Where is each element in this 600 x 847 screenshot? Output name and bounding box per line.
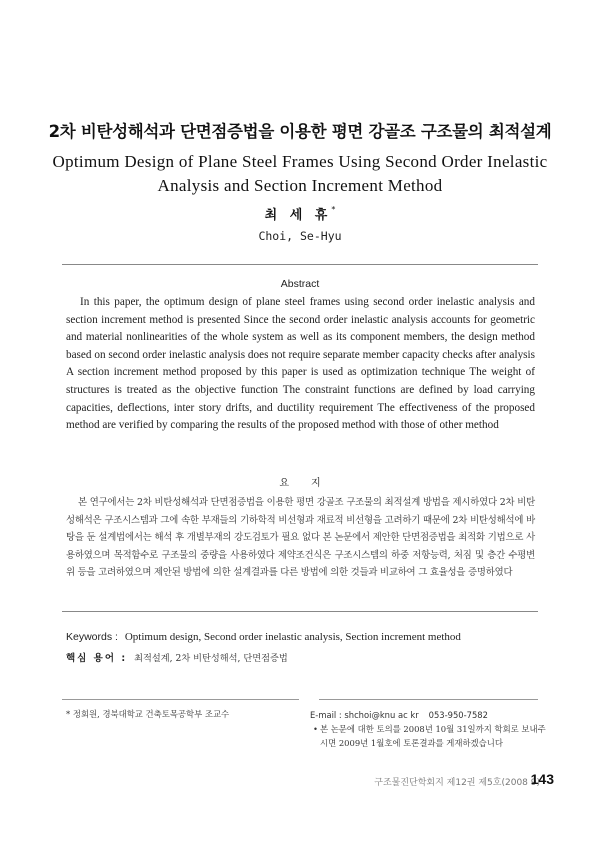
- phone-number: 053-950-7582: [428, 710, 488, 720]
- abstract-text: In this paper, the optimum design of plane steel frames using second order inelastic analysis and section increment method is presented Since the second order inelastic analysis accounts for geometric and material nonlinearities of the whole system as well as its component members, the design method based on second order inelastic analysis does not require separate member capacity checks after analysis A section increment method proposed by this paper is used as optimization technique The weight of structures is treated as the objective function The constraint functions are defined by load carrying capacities, deflections, inter story drifts, and ductility requirement The effectiveness of the proposed method are verified by comparing the results of the proposed method with those of other method: [66, 296, 535, 432]
- footnote-divider: [62, 699, 538, 700]
- author-korean-name: 최 세 휴: [264, 208, 332, 223]
- contact-footnote: [310, 708, 550, 750]
- keywords-label: Keywords :: [66, 631, 118, 643]
- author-affiliation-footnote: * 정회원, 경북대학교 건축토목공학부 조교수: [66, 709, 230, 719]
- title-english-line-1: Optimum Design of Plane Steel Frames Using Second Order Inelastic: [52, 152, 548, 171]
- title-english: [0, 150, 600, 198]
- keywords-korean: [66, 650, 546, 664]
- title-korean: 2차 비탄성해석과 단면점증법을 이용한 평면 강골조 구조물의 최적설계: [48, 122, 552, 141]
- title-english-line-2: Analysis and Section Increment Method: [157, 176, 443, 195]
- keywords-korean-value: 최적설계, 2차 비탄성해석, 단면점증법: [134, 653, 288, 664]
- author-korean: [0, 204, 600, 223]
- korean-summary-text: 본 연구에서는 2차 비탄성해석과 단면점증법을 이용한 평면 강골조 구조물의 최적설계 방법을 제시하였다 2차 비탄성해석은 구조시스템과 그에 속한 부재들의 기하학적 비선형과 재료적 비선형을 고려하기 때문에 2차 비탄성해석에 바탕을 둔 설계법에서는 해석 후 개별부재의 강도검토가 필요 없다 본 논문에서 제안한 단면점증법을 최적화 기법으로 사용하였으며 목적함수로 구조물의 중량을 사용하였다 제약조건식은 구조시스템의 하중 저항능력, 처짐 및 층간 수평변위 등을 고려하였으며 제안된 방법에 의한 설계결과를 다른 방법에 의한 것들과 비교하여 그 효율성을 증명하였다: [66, 497, 535, 578]
- page-number: 143: [530, 771, 554, 787]
- abstract-heading: Abstract: [280, 278, 320, 290]
- author-english: Choi, Se-Hyu: [258, 229, 342, 243]
- keywords-value: Optimum design, Second order inelastic analysis, Section increment method: [124, 631, 461, 643]
- keywords-english: [66, 631, 546, 643]
- discussion-notice: • 본 논문에 대한 토의를 2008년 10월 31일까지 학회로 보내주시면 2009년 1월호에 토론결과를 게재하겠습니다: [310, 722, 550, 750]
- email-row: [310, 708, 550, 722]
- author-footnote-mark: *: [331, 204, 336, 214]
- korean-summary-heading: 요지: [279, 478, 343, 489]
- email-address: E-mail : shchoi@knu ac kr: [310, 710, 419, 720]
- keywords-korean-label: 핵심 용어 :: [66, 653, 128, 664]
- journal-footer: 구조물진단학회지 제12권 제5호(2008 9): [374, 778, 540, 788]
